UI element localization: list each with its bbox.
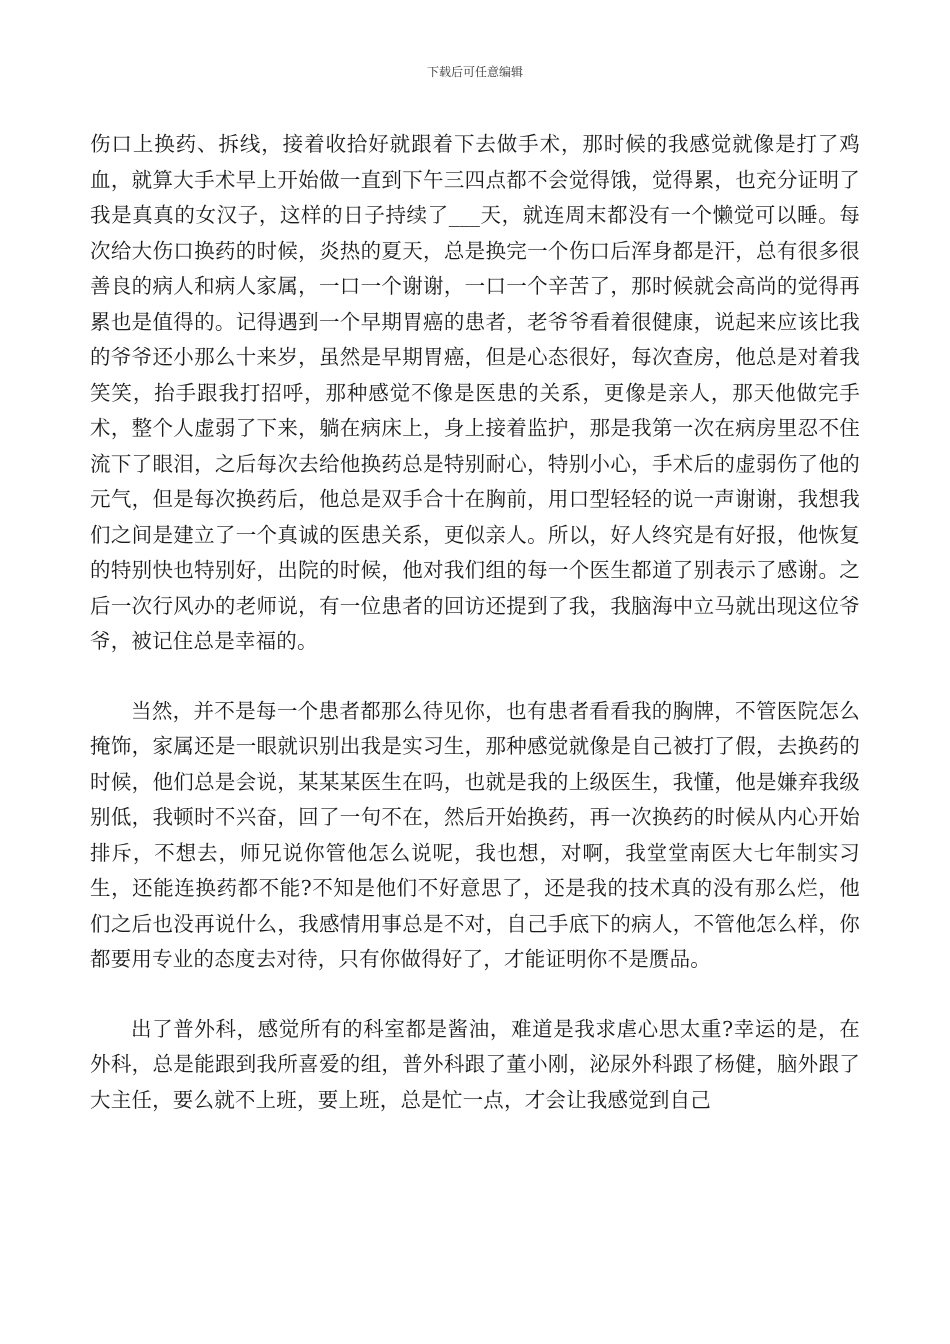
document-body — [90, 127, 860, 1118]
paragraph-3: 出了普外科，感觉所有的科室都是酱油，难道是我求虐心思太重?幸运的是，在外科，总是能跟到我所喜爱的组，普外科跟了董小刚，泌尿外科跟了杨健，脑外跟了大主任，要么就不上班，要上班，总是忙一点，才会让我感觉到自己 — [90, 1016, 860, 1112]
header-note: 下载后可任意编辑 — [426, 65, 523, 79]
paragraph-2: 当然，并不是每一个患者都那么待见你，也有患者看看我的胸牌，不管医院怎么掩饰，家属还是一眼就识别出我是实习生，那种感觉就像是自己被打了假，去换药的时候，他们总是会说，某某某医生在吗，也就是我的上级医生，我懂，他是嫌弃我级别低，我顿时不兴奋，回了一句不在，然后开始换药，再一次换药的时候从内心开始排斥，不想去，师兄说你管他怎么说呢，我也想，对啊，我堂堂南医大七年制实习生，还能连换药都不能?不知是他们不好意思了，还是我的技术真的没有那么烂，他们之后也没再说什么，我感情用事总是不对，自己手底下的病人，不管他怎么样，你都要用专业的态度去对待，只有你做得好了，才能证明你不是赝品。 — [90, 698, 860, 971]
paragraph-1: 伤口上换药、拆线，接着收拾好就跟着下去做手术，那时候的我感觉就像是打了鸡血，就算大手术早上开始做一直到下午三四点都不会觉得饿，觉得累，也充分证明了我是真真的女汉子，这样的日子持续了___天，就连周末都没有一个懒觉可以睡。每次给大伤口换药的时候，炎热的夏天，总是换完一个伤口后浑身都是汗，总有很多很善良的病人和病人家属，一口一个谢谢，一口一个辛苦了，那时候就会高尚的觉得再累也是值得的。记得遇到一个早期胃癌的患者，老爷爷看着很健康，说起来应该比我的爷爷还小那么十来岁，虽然是早期胃癌，但是心态很好，每次查房，他总是对着我笑笑，抬手跟我打招呼，那种感觉不像是医患的关系，更像是亲人，那天他做完手术，整个人虚弱了下来，躺在病床上，身上接着监护，那是我第一次在病房里忍不住流下了眼泪，之后每次去给他换药总是特别耐心，特别小心，手术后的虚弱伤了他的元气，但是每次换药后，他总是双手合十在胸前，用口型轻轻的说一声谢谢，我想我们之间是建立了一个真诚的医患关系，更似亲人。所以，好人终究是有好报，他恢复的特别快也特别好，出院的时候，他对我们组的每一个医生都道了别表示了感谢。之后一次行风办的老师说，有一位患者的回访还提到了我，我脑海中立马就出现这位爷爷，被记住总是幸福的。 — [90, 132, 860, 653]
